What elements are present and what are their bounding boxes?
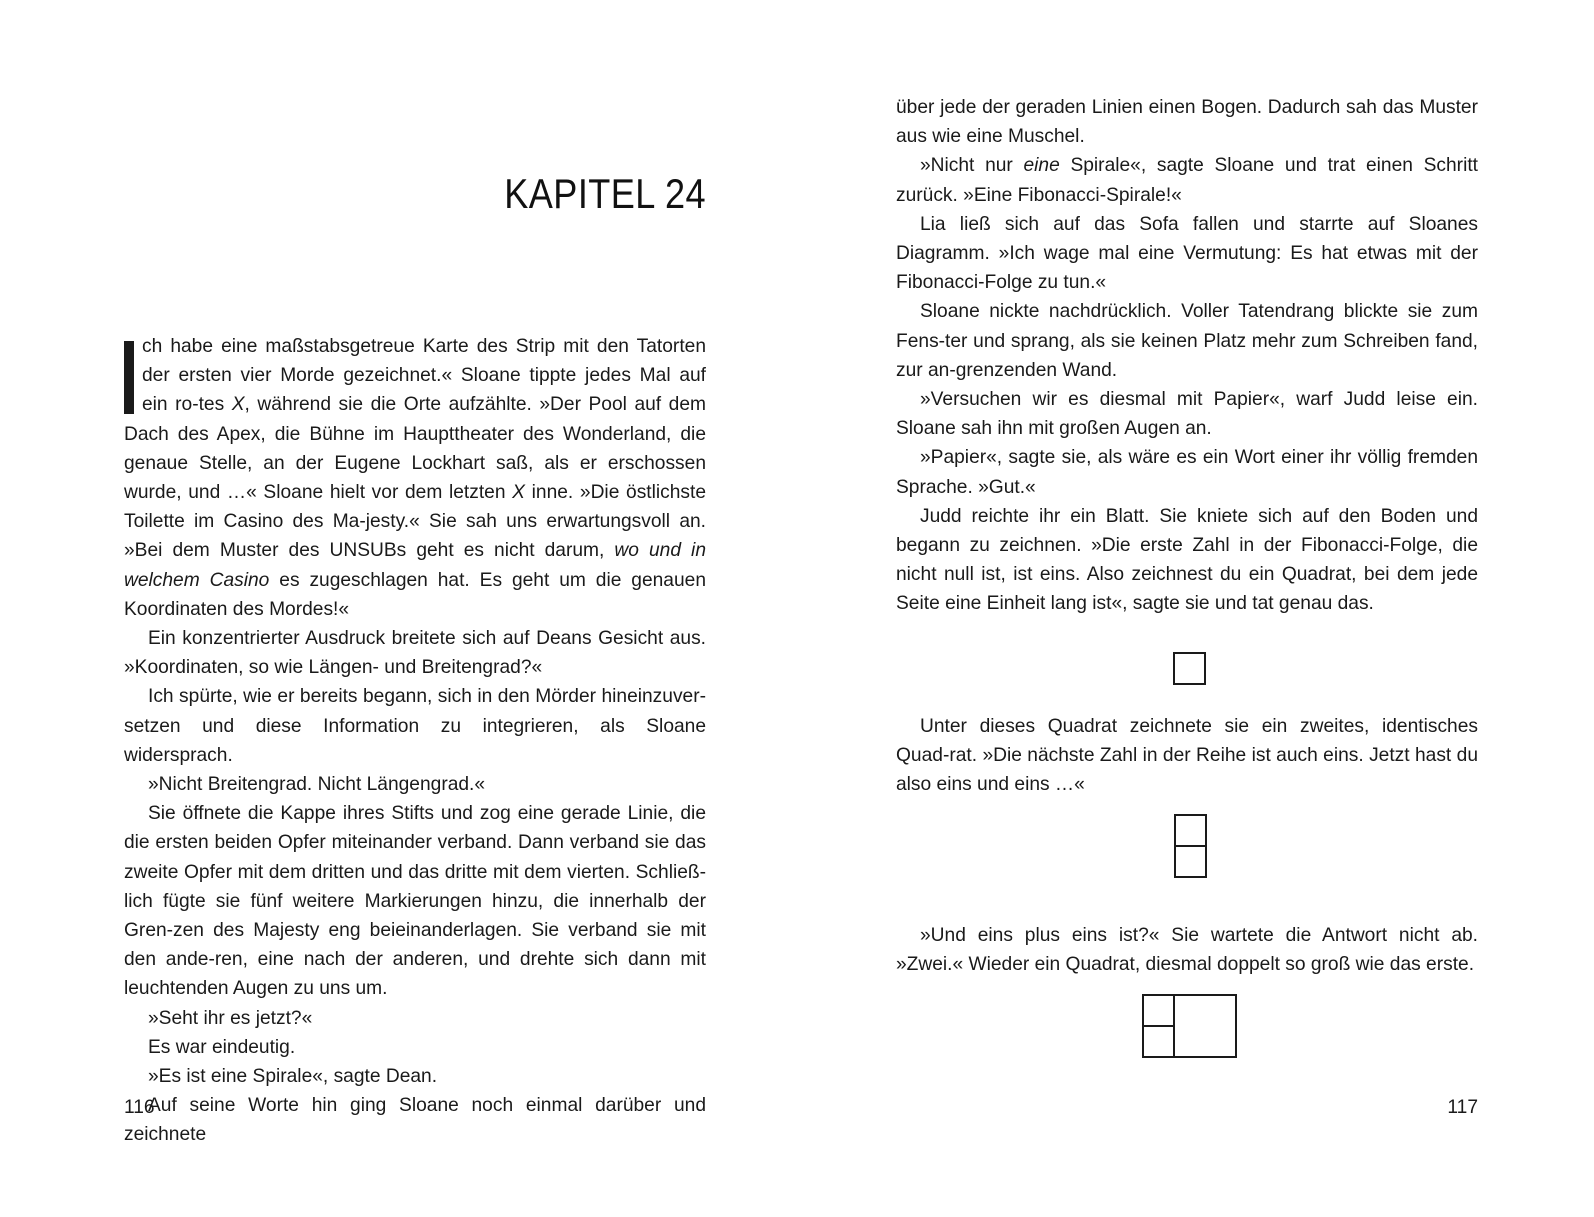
text-segment: Sloane nickte nachdrücklich. Voller Tatendrang blickte sie zum Fens-ter und sprang, als sie keinen Platz mehr zum Schreiben fand, zur an-grenzenden Wand. — [896, 301, 1478, 381]
first-paragraph — [124, 332, 706, 624]
fibonacci-square — [1143, 1026, 1174, 1057]
text-segment: Lia ließ sich auf das Sofa fallen und starrte auf Sloanes Diagramm. »Ich wage mal eine Vermutung: Es hat etwas mit der Fibonacci-Folge zu tun.« — [896, 213, 1478, 294]
fibonacci-square — [1174, 653, 1205, 684]
text-segment: »Papier«, sagte sie, als wäre es ein Wort einer ihr völlig fremden Sprache. »Gut.« — [896, 447, 1478, 498]
page-number-left: 116 — [124, 1097, 155, 1118]
text-segment: wo und in welchem Casino — [124, 540, 706, 591]
paragraph: Ein konzentrierter Ausdruck breitete sich auf Deans Gesicht aus. »Koordinaten, so wie Längen- und Breitengrad?« — [124, 628, 706, 679]
fibonacci-square — [1174, 995, 1236, 1057]
text-segment: X — [512, 482, 525, 504]
text-segment: inne. »Die östlichste Toilette im Casino des Ma-jesty.« Sie sah uns erwartungsvoll an. »Bei dem Muster des UNSUBs geht es nicht darum, — [124, 482, 707, 562]
paragraph — [896, 502, 1478, 619]
paragraph — [896, 210, 1478, 298]
right-text-block-1 — [896, 93, 1478, 619]
paragraph: Ich spürte, wie er bereits begann, sich in den Mörder hineinzuver-setzen und diese Information zu integrieren, als Sloane widersprach. — [124, 686, 706, 766]
text-segment: , während sie die Orte aufzählte. »Der Pool auf dem Dach des Apex, die Bühne im Haupttheater des Wonderland, die genaue Stelle, an der Eugene Lockhart saß, als er erschossen wurde, und …« Sloane hielt vor dem letzten — [124, 394, 706, 504]
fibonacci-square — [1175, 846, 1206, 877]
text-segment: »Und eins plus eins ist?« Sie wartete die Antwort nicht ab. »Zwei.« Wieder ein Quadrat, diesmal doppelt so groß wie das erste. — [896, 925, 1478, 976]
figure-one-square — [1173, 652, 1213, 692]
paragraph — [896, 443, 1478, 501]
figure-three-squares — [1142, 994, 1242, 1064]
right-text-block-2 — [896, 712, 1478, 800]
paragraph: »Es ist eine Spirale«, sagte Dean. — [148, 1066, 438, 1088]
text-segment: Unter dieses Quadrat zeichnete sie ein zweites, identisches Quad-rat. »Die nächste Zahl in der Reihe ist auch eins. Jetzt hast du also eins und eins …« — [896, 716, 1478, 796]
paragraph — [896, 921, 1478, 979]
paragraph — [896, 93, 1478, 151]
text-segment: »Versuchen wir es diesmal mit Papier«, warf Judd leise ein. Sloane sah ihn mit großen Augen an. — [896, 389, 1478, 440]
text-segment: über jede der geraden Linien einen Bogen. Dadurch sah das Muster aus wie eine Muschel. — [896, 97, 1478, 148]
paragraph — [896, 712, 1478, 800]
paragraph — [896, 297, 1478, 385]
paragraph: »Nicht Breitengrad. Nicht Längengrad.« — [148, 774, 486, 796]
paragraph: Es war eindeutig. — [148, 1036, 296, 1058]
chapter-title: KAPITEL 24 — [504, 170, 706, 217]
fibonacci-square — [1175, 815, 1206, 846]
text-segment: »Nicht nur — [920, 155, 1024, 177]
text-segment: es zugeschlagen hat. Es geht um die genauen Koordinaten des Mordes!« — [124, 569, 706, 620]
left-page-body — [124, 332, 706, 1150]
paragraph — [896, 385, 1478, 443]
figure-two-squares — [1174, 814, 1210, 884]
text-segment: ch habe eine maßstabsgetreue Karte des Strip mit den Tatorten der ersten vier Morde gezeichnet.« Sloane tippte jedes Mal auf ein ro-tes — [142, 336, 706, 416]
paragraph — [896, 151, 1478, 209]
page-number-right: 117 — [1447, 1097, 1478, 1118]
right-text-block-3 — [896, 921, 1478, 979]
paragraph: »Seht ihr es jetzt?« — [148, 1007, 313, 1029]
paragraph: Sie öffnete die Kappe ihres Stifts und zog eine gerade Linie, die die ersten beiden Opfer miteinander verband. Dann verband sie das zweite Opfer mit dem dritten und das dritte mit dem vierten. Schließ-lich fügte sie fünf weitere Markierungen hinzu, die innerhalb der Gren-zen des Majesty eng beieinanderlagen. Sie verband sie mit den ande-ren, eine nach der anderen, und drehte sich dann mit leuchtenden Augen zu uns um. — [124, 803, 706, 1000]
dropcap-letter — [124, 341, 134, 414]
paragraph: Auf seine Worte hin ging Sloane noch einmal darüber und zeichnete — [124, 1095, 706, 1146]
fibonacci-square — [1143, 995, 1174, 1026]
first-paragraph-text — [124, 336, 706, 620]
text-segment: eine — [1023, 155, 1060, 177]
text-segment: X — [231, 394, 245, 416]
text-segment: Judd reichte ihr ein Blatt. Sie kniete sich auf den Boden und begann zu zeichnen. »Die erste Zahl in der Fibonacci-Folge, die nicht null ist, ist eins. Also zeichnest du ein Quadrat, bei dem jede Seite eine Einheit lang ist«, sagte sie und tat genau das. — [896, 505, 1478, 615]
text-segment: Spirale«, sagte Sloane und trat einen Schritt zurück. »Eine Fibonacci-Spirale!« — [896, 155, 1478, 206]
left-paragraphs — [124, 624, 706, 1150]
